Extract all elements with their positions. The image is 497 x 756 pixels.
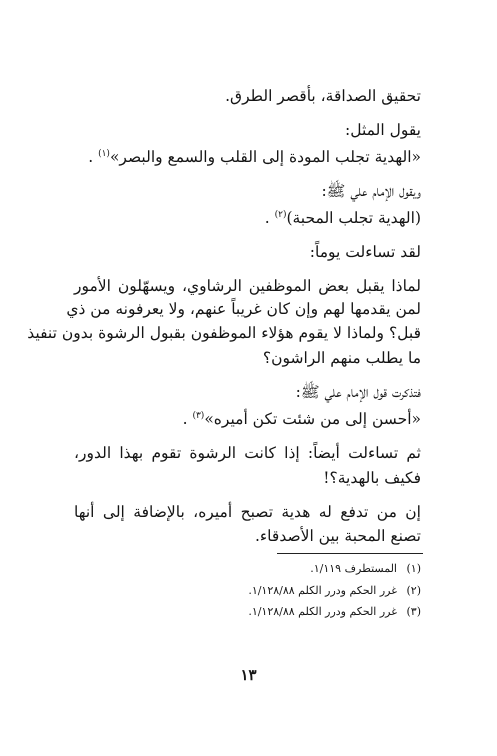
period: . xyxy=(264,209,270,227)
line-text: لقد تساءلت يوماً: xyxy=(309,243,421,261)
imam-quote xyxy=(74,407,421,431)
text-line xyxy=(74,118,421,142)
line-text: «أحسن إلى من شئت تكن أميره» xyxy=(204,410,421,428)
footnote-number: (٢) xyxy=(406,584,421,597)
line-text: إن من تدفع له هدية تصبح أميره، بالإضافة إلى أنها xyxy=(74,503,421,521)
footnote-text: غرر الحكم ودرر الكلم ١/١٢٨/٨٨. xyxy=(248,584,397,597)
line-text: «الهدية تجلب المودة إلى القلب والسمع والبصر» xyxy=(109,148,421,166)
text-line xyxy=(74,274,421,298)
line-text: ما يطلب منهم الراشون؟ xyxy=(262,349,421,367)
period: . xyxy=(88,148,94,166)
imam-quote xyxy=(74,206,421,230)
text-line xyxy=(74,84,421,108)
period: . xyxy=(182,410,188,428)
footnote-divider xyxy=(277,553,423,554)
line-text: لماذا يقبل بعض الموظفين الرشاوي، ويسهّلون الأمور xyxy=(74,277,421,295)
text-line xyxy=(74,500,421,524)
text-line xyxy=(74,466,421,490)
line-text: (الهدية تجلب المحبة) xyxy=(286,209,421,227)
footnote xyxy=(120,582,421,600)
text-line xyxy=(74,380,421,404)
footnote-ref: (١) xyxy=(98,148,110,159)
text-line xyxy=(74,524,421,548)
text-line xyxy=(27,321,421,345)
footnote xyxy=(120,603,421,621)
line-text: ثم تساءلت أيضاً: إذا كانت الرشوة تقوم بهذا الدور، xyxy=(74,444,421,462)
line-text: قبل؟ ولماذا لا يقوم هؤلاء الموظفون بقبول الرشوة بدون تنفيذ xyxy=(27,324,421,342)
line-text: فتذكرت قول الإمام علي ﷺ: xyxy=(295,383,421,401)
line-text: تصنع المحبة بين الأصدقاء. xyxy=(254,527,421,545)
line-text: فكيف بالهدية؟! xyxy=(323,469,421,487)
line-text: تحقيق الصداقة، بأقصر الطرق. xyxy=(225,87,421,105)
footnote-ref: (٣) xyxy=(192,410,205,421)
text-line xyxy=(74,346,421,370)
text-line xyxy=(74,240,421,264)
text-line xyxy=(66,297,421,321)
text-line xyxy=(74,179,421,203)
footnote-text: غرر الحكم ودرر الكلم ١/١٢٨/٨٨. xyxy=(248,605,397,618)
text-line xyxy=(74,441,421,465)
line-text: يقول المثل: xyxy=(345,121,421,139)
footnote-number: (١) xyxy=(406,562,421,575)
page-number: ١٣ xyxy=(240,666,257,684)
footnote-text: المستطرف ١/١١٩. xyxy=(310,562,397,575)
footnote-ref: (٢) xyxy=(274,209,287,220)
footnote xyxy=(120,560,421,578)
line-text: لمن يقدمها لهم وإن كان غريباً عنهم، ولا يعرفونه من ذي xyxy=(66,300,421,318)
line-text: ويقول الإمام علي ﷺ: xyxy=(321,182,421,200)
footnote-number: (٣) xyxy=(406,605,421,618)
proverb-quote xyxy=(74,145,421,169)
